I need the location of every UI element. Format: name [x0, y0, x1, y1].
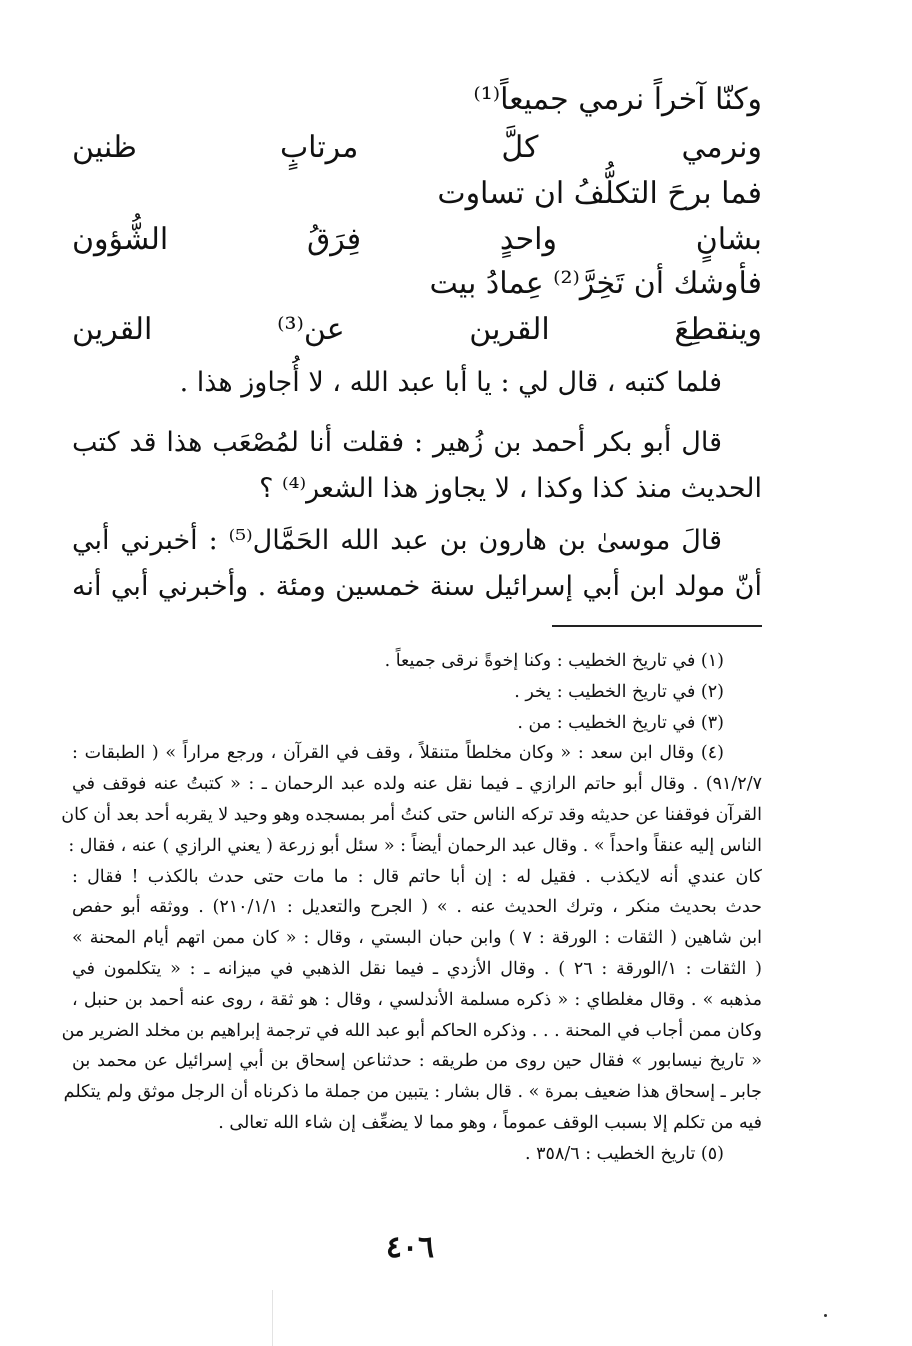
poem-line-1: وكنّا آخراً نرمي جميعاً⁽¹⁾ [473, 82, 762, 117]
poem-line-6: وينقطِعَ القرين عن⁽³⁾ القرين [72, 312, 762, 347]
paragraph-3-line-2: أنّ مولد ابن أبي إسرائيل سنة خمسين ومئة . وأخبرني أبي أنه [72, 571, 762, 602]
page-number: ٤٠٦ [385, 1230, 435, 1265]
footnote-4-line-8: ( الثقات : ١/الورقة : ٢٦ ) . وقال الأزدي ـ فيما نقل الذهبي في ميزانه ـ : « يتكلمون في [72, 958, 762, 979]
footnote-4-line-12: جابر ـ إسحاق هذا ضعيف بمرة » . قال بشار : يتبين من جملة ما ذكرناه أن الرجل موثق ولم يتكلم [63, 1082, 762, 1103]
footnotes [61, 646, 762, 1170]
footnote-1: (١) في تاريخ الخطيب : وكنا إخوةً نرقى جميعاً . [384, 651, 724, 671]
footnote-4-line-4: الناس إليه عنقاً واحداً » . وقال عبد الرحمان أيضاً : « سئل أبو زرعة ( يعني الرازي ) عنه ، فقال : [68, 835, 762, 856]
paragraph-2-line-2: الحديث منذ كذا وكذا ، لا يجاوز هذا الشعر⁽⁴⁾ ؟ [259, 473, 762, 504]
footnote-4-line-3: القرآن فوقفنا عن حديثه وقد تركه الناس حتى كنتُ أمر بمسجده وهو وحيد لا يقربه أحد بعد أن كان [61, 804, 762, 825]
paragraph-1 [72, 360, 762, 406]
paragraph-2-line-1: قال أبو بكر أحمد بن زُهير : فقلت أنا لمُصْعَب هذا قد كتب [72, 427, 722, 458]
footnote-4-line-10: وكان ممن أجاب في المحنة . . . وذكره الحاكم أبو عبد الله في ترجمة إبراهيم بن مخلد الضرير من [61, 1020, 762, 1041]
footnote-4-line-9: مذهبه » . وقال مغلطاي : « ذكره مسلمة الأندلسي ، وقال : هو ثقة ، روى عنه أحمد بن حنبل ، [72, 989, 762, 1010]
footnote-4-line-11: « تاريخ نيسابور » فقال حين روى من طريقه : حدثناعن إسحاق بن أبي إسرائيل عن محمد بن [72, 1051, 762, 1072]
paragraph-3-line-1: قالَ موسىٰ بن هارون بن عبد الله الحَمَّال⁽⁵⁾ : أخبرني أبي [72, 525, 722, 556]
paragraph-3 [72, 518, 762, 610]
poem-line-4: بشانٍ واحدٍ فِرَقُ الشُّؤون [72, 222, 762, 257]
footnote-2: (٢) في تاريخ الخطيب : يخر . [514, 681, 724, 702]
scan-speck [824, 1314, 827, 1317]
paragraph-2 [72, 420, 762, 512]
poem-line-3: فما برحَ التكلُّفُ ان تساوت [437, 176, 762, 211]
footnote-3: (٣) في تاريخ الخطيب : من . [517, 712, 724, 733]
footnote-4-line-2: ٩١/٢/٧) . وقال أبو حاتم الرازي ـ فيما نقل عنه ولده عبد الرحمان ـ : « كتبتُ عنه فوقف في [72, 774, 762, 795]
footnote-4-line-7: ابن شاهين ( الثقات : الورقة : ٧ ) وابن حبان البستي ، وقال : « كان ممن اتهم أيام المحنة » [72, 928, 762, 949]
footnote-4-line-1: (٤) وقال ابن سعد : « وكان مخلطاً متنقلاً ، وقف في القرآن ، ورجع مراراً » ( الطبقات : [72, 743, 724, 764]
poem-line-5: فأوشك أن تَخِرَّ⁽²⁾ عِمادُ بيت [429, 266, 762, 301]
footnote-5: (٥) تاريخ الخطيب : ٣٥٨/٦ . [525, 1143, 724, 1164]
poem-line-2: ونرمي كلَّ مرتابٍ ظنين [72, 130, 762, 165]
footnote-4-line-6: حدث بحديث منكر ، وترك الحديث عنه . » ( الجرح والتعديل : ٢١٠/١/١) . ووثقه أبو حفص [72, 897, 762, 918]
paragraph-1-text: فلما كتبه ، قال لي : يا أبا عبد الله ، لا أُجاوز هذا . [179, 367, 722, 398]
footnote-separator [552, 625, 762, 627]
scan-fold-line [272, 1290, 273, 1346]
footnote-4-line-5: كان عندي أنه لايكذب . فقيل له : إن أبا حاتم قال : ما مات حتى حدث بالكذب ! فقال : [72, 866, 762, 887]
footnote-4-line-13: فيه من تكلم إلا بسبب الوقف عموماً ، وهو مما لا يضعِّف إن شاء الله تعالى . [218, 1112, 762, 1133]
